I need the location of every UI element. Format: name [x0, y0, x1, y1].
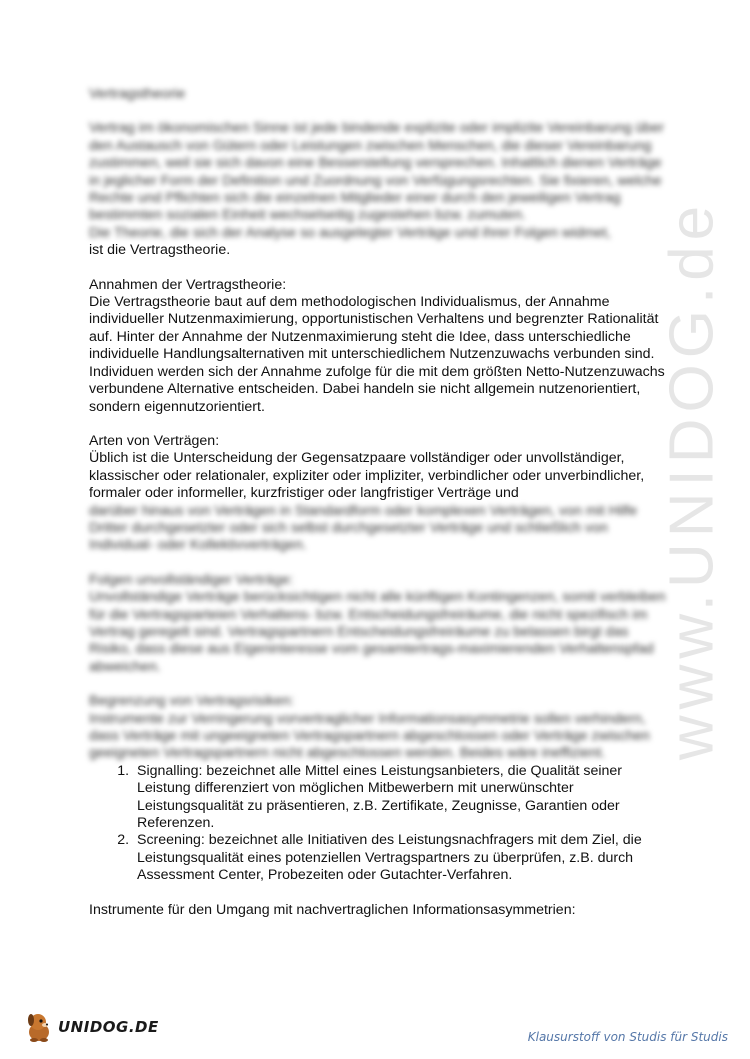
section-heading-arten: Arten von Verträgen:	[89, 432, 220, 449]
list-item-screening: 2. Screening: bezeichnet alle Initiativen des Leistungsnachfragers mit dem Ziel, die Leistungsqualität eines potenziellen Vertragspartners zu überprüfen, z.B. durch Assessment Center, Probezeiten oder Gutachter-Verfahren.	[133, 832, 674, 884]
blurred-intro: Vertrag im ökonomischen Sinne ist jede bindende explizite oder implizite Vereinbarung über den Austausch von Gütern oder Leistungen zwischen Menschen, die dieser Vereinbarung zustimmen, weil sie sich davon eine Besserstellung versprechen. Inhaltlich dienen Verträge in jeglicher Form der Definition und Zuordnung von Verfügungsrechten. Sie fixieren, welche Rechte und Pflichten sich die einzelnen Mitglieder einer durch den jeweiligen Vertrag bestimmten sozialen Einheit wechselseitig zugestehen bzw. zumuten.	[89, 120, 664, 224]
watermark: www.UNIDOG.de	[657, 199, 727, 761]
blurred-intro-2: Die Theorie, die sich der Analyse so ausgelegter Verträge und ihrer Folgen widmet,	[89, 224, 611, 241]
blurred-text-folgen: Unvollständige Verträge berücksichtigen nicht alle künftigen Kontingenzen, somit verbleiben für die Vertragsparteien Verhaltens- bzw. Entscheidungsfreiräume, die nicht spezifisch im Vertrag geregelt sind. Vertragspartnern Entscheidungsfreiräume zu belassen birgt das Risiko, dass diese aus Eigeninteresse vom gesamtertrags-maximierenden Verhaltenspfad abweichen.	[89, 589, 666, 675]
footer-slogan: Klausurstoff von Studis für Studis	[527, 1030, 728, 1044]
section-text-arten: Üblich ist die Unterscheidung der Gegensatzpaare vollständiger oder unvollständiger, klassischer oder relationaler, expliziter oder impliziter, verbindlicher oder unverbindlicher, formaler oder informeller, kurzfristiger oder langfristiger Verträge und	[89, 450, 645, 502]
blurred-heading-folgen: Folgen unvollständiger Verträge:	[89, 571, 294, 588]
dog-mascot-icon	[22, 1010, 56, 1044]
document-body	[89, 86, 674, 919]
blurred-text-begrenzung: Instrumente zur Verringerung vorvertraglicher Informationsasymmetrie sollen verhindern, dass Verträge mit ungeeigneten Vertragspartnern abgeschlossen oder Verträge zwischen geeigneten Vertragspartnern nicht abgeschlossen werden. Beides wäre ineffizient.	[89, 710, 650, 762]
section-heading-annahmen: Annahmen der Vertragstheorie:	[89, 276, 287, 293]
visible-sentence-end: ist die Vertragstheorie.	[89, 242, 231, 259]
blurred-preview-middle	[89, 572, 674, 763]
logo-text: UNIDOG.DE	[58, 1018, 159, 1036]
section-text-annahmen: Die Vertragstheorie baut auf dem methodologischen Individualismus, der Annahme individueller Nutzenmaximierung, opportunistischen Verhaltens und begrenzter Rationalität auf. Hinter der Annahme der Nutzenmaximierung steht die Idee, dass unterschiedliche individuelle Handlungsalternativen mit unterschiedlichem Nutzenzuwachs verbunden sind. Individuen werden sich der Annahme zufolge für die mit dem größten Netto-Nutzenzuwachs verbundene Alternative entscheiden. Dabei handeln sie nicht allgemein nutzenorientiert, sondern eigennutzorientiert.	[89, 294, 665, 415]
blurred-title: Vertragstheorie	[89, 86, 186, 102]
footer-logo[interactable]	[22, 1010, 159, 1044]
instrument-list	[89, 763, 674, 885]
blurred-arten-tail: darüber hinaus von Verträgen in Standardform oder komplexen Verträgen, von mit Hilfe Dritter durchgesetzter oder sich selbst durchgesetzter Verträge und schließlich von Individual- oder Kollektivverträgen.	[89, 502, 638, 554]
blurred-heading-begrenzung: Begrenzung von Vertragsrisiken:	[89, 693, 295, 710]
list-item-signalling: 1. Signalling: bezeichnet alle Mittel eines Leistungsanbieters, die Qualität seiner Leistung differenziert von möglichen Mitbewerbern mit unerwünschter Leistungsqualität zu präsentieren, z.B. Zertifikate, Zeugnisse, Garantien oder Referenzen.	[133, 763, 674, 833]
closing-line: Instrumente für den Umgang mit nachvertraglichen Informationsasymmetrien:	[89, 901, 576, 918]
blurred-preview-top	[89, 86, 674, 242]
